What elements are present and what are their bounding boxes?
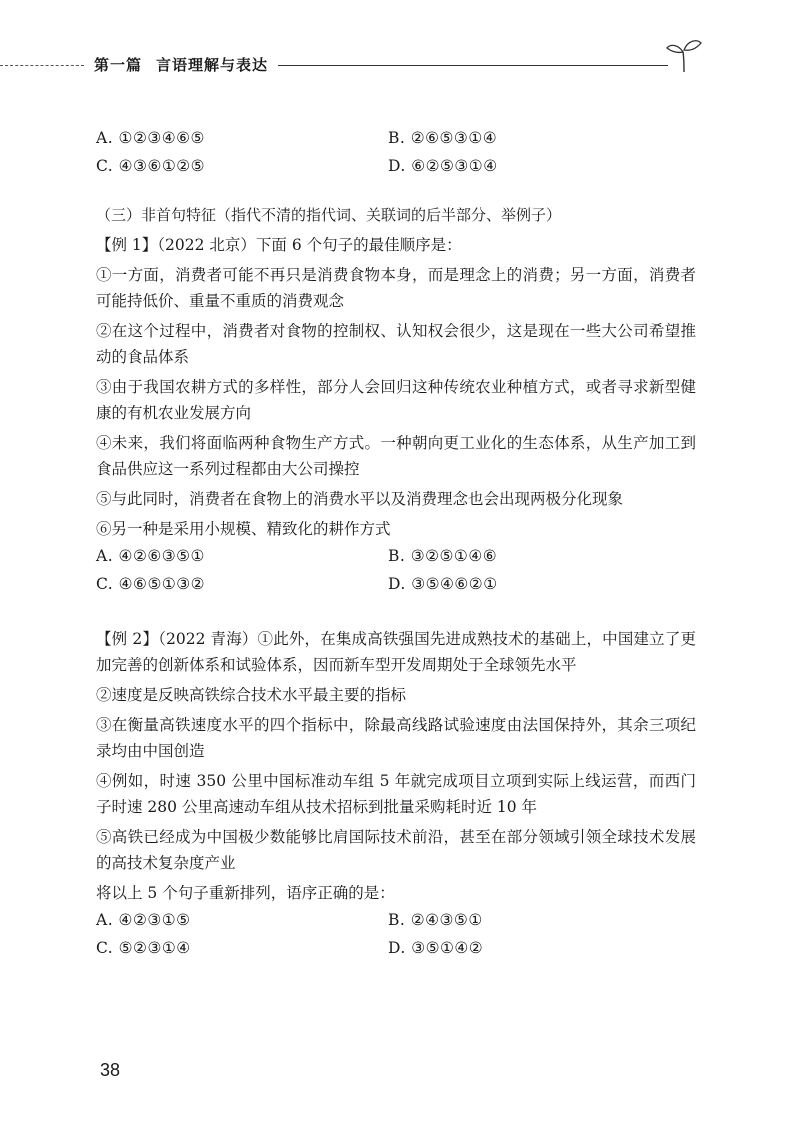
option-b: B. ②⑥⑤③①④ xyxy=(388,129,498,147)
options-row xyxy=(96,906,696,934)
option-b: B. ②④③⑤① xyxy=(388,911,483,929)
header-title xyxy=(94,54,268,75)
example1-sentence-5: ⑤与此同时，消费者在食物上的消费水平以及消费理念也会出现两极分化现象 xyxy=(96,490,624,508)
option-d: D. ③⑤④⑥②① xyxy=(388,575,498,593)
option-a: A. ①②③④⑥⑤ xyxy=(96,129,205,147)
page-number: 38 xyxy=(100,1060,121,1080)
example1-sentence-2: ②在这个过程中，消费者对食物的控制权、认知权会很少，这是现在一些大公司希望推动的食品体系 xyxy=(96,322,696,366)
example2-sentence-3: ③在衡量高铁速度水平的四个指标中，除最高线路试验速度由法国保持外，其余三项纪录均由中国创造 xyxy=(96,716,696,760)
header-section: 言语理解与表达 xyxy=(156,56,269,74)
example1-intro: 【例 1】（2022 北京）下面 6 个句子的最佳顺序是： xyxy=(96,236,462,254)
header-part: 第一篇 xyxy=(94,56,143,74)
example1-sentence-4: ④未来，我们将面临两种食物生产方式。一种朝向更工业化的生态体系，从生产加工到食品供应这一系列过程都由大公司操控 xyxy=(96,434,696,478)
header-rule-left xyxy=(0,65,84,66)
option-a: A. ④②③①⑤ xyxy=(96,911,191,929)
running-header xyxy=(0,50,800,80)
example1-sentence-1: ①一方面，消费者可能不再只是消费食物本身，而是理念上的消费；另一方面，消费者可能持低价、重量不重质的消费观念 xyxy=(96,266,696,310)
example2-sentence-2: ②速度是反映高铁综合技术水平最主要的指标 xyxy=(96,686,407,704)
example2-question: 将以上 5 个句子重新排列，语序正确的是： xyxy=(96,884,395,902)
example2-sentence-5: ⑤高铁已经成为中国极少数能够比肩国际技术前沿，甚至在部分领域引领全球技术发展的高技术复杂度产业 xyxy=(96,828,696,872)
header-rule-right xyxy=(278,65,668,66)
option-d: D. ⑥②⑤③①④ xyxy=(388,157,498,175)
options-row xyxy=(96,124,696,152)
option-a: A. ④②⑥③⑤① xyxy=(96,547,205,565)
page-content xyxy=(96,124,696,962)
sprout-icon xyxy=(664,34,704,74)
options-row xyxy=(96,542,696,570)
option-b: B. ③②⑤①④⑥ xyxy=(388,547,498,565)
example1-sentence-3: ③由于我国农耕方式的多样性，部分人会回归这种传统农业种植方式，或者寻求新型健康的有机农业发展方向 xyxy=(96,378,696,422)
section-title: （三）非首句特征（指代不清的指代词、关联词的后半部分、举例子） xyxy=(96,206,562,224)
options-row xyxy=(96,570,696,598)
example2-sentence-4: ④例如，时速 350 公里中国标准动车组 5 年就完成项目立项到实际上线运营，而西门子时速 280 公里高速动车组从技术招标到批量采购耗时近 10 年 xyxy=(96,772,696,816)
option-d: D. ③⑤①④② xyxy=(388,939,484,957)
option-c: C. ⑤②③①④ xyxy=(96,939,191,957)
options-row xyxy=(96,934,696,962)
options-row xyxy=(96,152,696,180)
option-c: C. ④⑥⑤①③② xyxy=(96,575,206,593)
option-c: C. ④③⑥①②⑤ xyxy=(96,157,206,175)
example1-sentence-6: ⑥另一种是采用小规模、精致化的耕作方式 xyxy=(96,520,391,538)
example2-sentence-1: 【例 2】（2022 青海）①此外，在集成高铁强国先进成熟技术的基础上，中国建立了更加完善的创新体系和试验体系，因而新车型开发周期处于全球领先水平 xyxy=(96,630,696,674)
